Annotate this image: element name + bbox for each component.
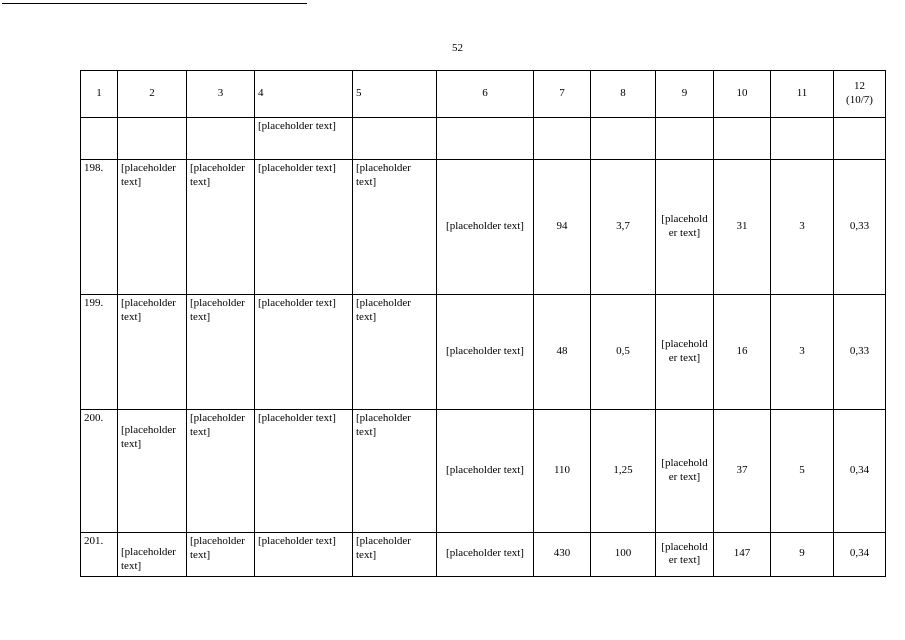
col8-cell: 100 bbox=[591, 533, 656, 577]
region-cell bbox=[118, 295, 187, 410]
column-header: 8 bbox=[591, 71, 656, 118]
column-header: 7 bbox=[534, 71, 591, 118]
col11-cell: 9 bbox=[771, 533, 834, 577]
table-row bbox=[81, 533, 886, 577]
empty-cell bbox=[591, 118, 656, 160]
column-header: 11 bbox=[771, 71, 834, 118]
empty-cell bbox=[714, 118, 771, 160]
table-row bbox=[81, 295, 886, 410]
school-name-cell: [placeholder text] bbox=[255, 160, 353, 295]
settlement-cell: [placeholder text] bbox=[187, 295, 255, 410]
col12-cell: 0,34 bbox=[834, 410, 886, 533]
col10-cell: 37 bbox=[714, 410, 771, 533]
header-row bbox=[81, 71, 886, 118]
col9-cell: [placeholder text] bbox=[656, 295, 714, 410]
top-rule bbox=[2, 3, 307, 4]
col6-cell: [placeholder text] bbox=[437, 160, 534, 295]
empty-cell bbox=[771, 118, 834, 160]
col9-cell: [placeholder text] bbox=[656, 410, 714, 533]
settlement-cell: [placeholder text] bbox=[187, 160, 255, 295]
column-header: 12 (10/7) bbox=[834, 71, 886, 118]
col12-cell: 0,34 bbox=[834, 533, 886, 577]
address-cell: [placeholder text] bbox=[353, 533, 437, 577]
region-cell bbox=[118, 533, 187, 577]
empty-cell bbox=[437, 118, 534, 160]
col8-cell: 3,7 bbox=[591, 160, 656, 295]
column-header: 9 bbox=[656, 71, 714, 118]
col7-cell: 94 bbox=[534, 160, 591, 295]
col11-cell: 3 bbox=[771, 295, 834, 410]
region-name: [placeholder text] bbox=[121, 297, 176, 323]
column-header: 2 bbox=[118, 71, 187, 118]
row-number: 199. bbox=[81, 295, 118, 410]
table-row bbox=[81, 160, 886, 295]
table-row bbox=[81, 410, 886, 533]
column-header: 10 bbox=[714, 71, 771, 118]
school-name-cell: [placeholder text] bbox=[255, 410, 353, 533]
address-cell: [placeholder text] bbox=[353, 410, 437, 533]
schools-table bbox=[80, 70, 886, 577]
school-name-continued: [placeholder text] bbox=[255, 118, 353, 160]
empty-cell bbox=[81, 118, 118, 160]
column-header: 4 bbox=[255, 71, 353, 118]
row-number: 201. bbox=[81, 533, 118, 577]
empty-cell bbox=[656, 118, 714, 160]
school-name-cell: [placeholder text] bbox=[255, 533, 353, 577]
settlement-cell: [placeholder text] bbox=[187, 410, 255, 533]
page-number: 52 bbox=[452, 42, 463, 54]
empty-cell bbox=[534, 118, 591, 160]
col10-cell: 16 bbox=[714, 295, 771, 410]
empty-cell bbox=[118, 118, 187, 160]
region-name: [placeholder text] bbox=[121, 162, 176, 188]
col6-cell: [placeholder text] bbox=[437, 410, 534, 533]
address-cell: [placeholder text] bbox=[353, 295, 437, 410]
region-cell bbox=[118, 160, 187, 295]
settlement-cell: [placeholder text] bbox=[187, 533, 255, 577]
row-number: 200. bbox=[81, 410, 118, 533]
col11-cell: 3 bbox=[771, 160, 834, 295]
column-header: 5 bbox=[353, 71, 437, 118]
col7-cell: 430 bbox=[534, 533, 591, 577]
region-name: [placeholder text] bbox=[121, 546, 176, 572]
col9-cell: [placeholder text] bbox=[656, 160, 714, 295]
col10-cell: 147 bbox=[714, 533, 771, 577]
col8-cell: 1,25 bbox=[591, 410, 656, 533]
region-name: [placeholder text] bbox=[121, 424, 176, 450]
col10-cell: 31 bbox=[714, 160, 771, 295]
column-header: 6 bbox=[437, 71, 534, 118]
col11-cell: 5 bbox=[771, 410, 834, 533]
col7-cell: 110 bbox=[534, 410, 591, 533]
col6-cell: [placeholder text] bbox=[437, 295, 534, 410]
empty-cell bbox=[187, 118, 255, 160]
empty-cell bbox=[353, 118, 437, 160]
col7-cell: 48 bbox=[534, 295, 591, 410]
empty-cell bbox=[834, 118, 886, 160]
col8-cell: 0,5 bbox=[591, 295, 656, 410]
col12-cell: 0,33 bbox=[834, 160, 886, 295]
col12-cell: 0,33 bbox=[834, 295, 886, 410]
continuation-row bbox=[81, 118, 886, 160]
col6-cell: [placeholder text] bbox=[437, 533, 534, 577]
column-header: 1 bbox=[81, 71, 118, 118]
row-number: 198. bbox=[81, 160, 118, 295]
school-name-cell: [placeholder text] bbox=[255, 295, 353, 410]
address-cell: [placeholder text] bbox=[353, 160, 437, 295]
col9-cell: [placeholder text] bbox=[656, 533, 714, 577]
column-header: 3 bbox=[187, 71, 255, 118]
region-cell bbox=[118, 410, 187, 533]
